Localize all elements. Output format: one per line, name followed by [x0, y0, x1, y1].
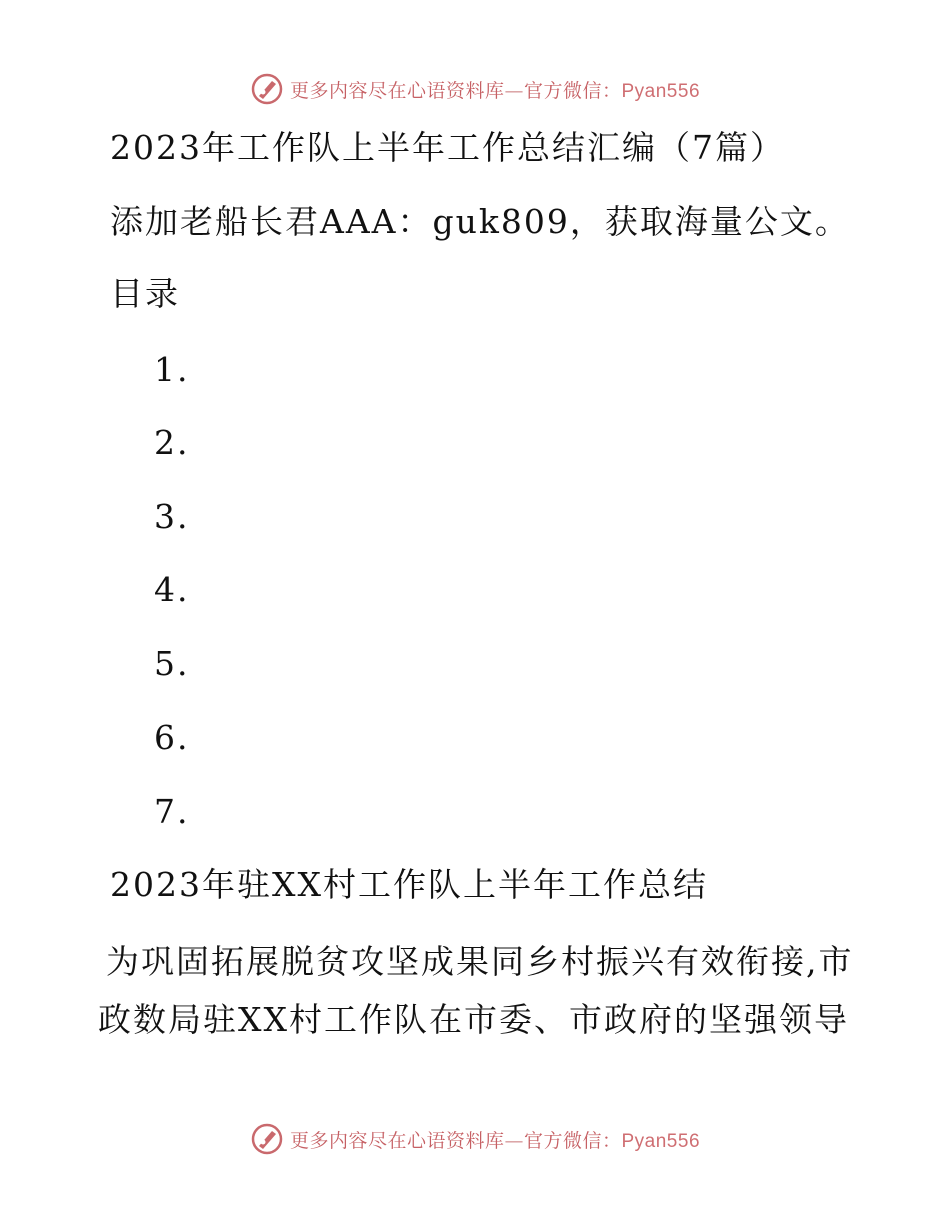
section-title: 2023年驻XX村工作队上半年工作总结 [110, 865, 708, 904]
toc-item: 6. [154, 718, 190, 757]
watermark-text [290, 1126, 700, 1153]
toc-item: 2. [154, 423, 190, 462]
document-title: 2023年工作队上半年工作总结汇编（7篇） [110, 128, 785, 167]
watermark-text [290, 76, 700, 103]
toc-item: 3. [154, 497, 190, 536]
watermark-id: Pyan556 [621, 80, 701, 102]
watermark-main: 更多内容尽在心语资料库 [289, 79, 505, 102]
watermark-id: Pyan556 [621, 1130, 701, 1152]
watermark-main: 更多内容尽在心语资料库 [289, 1129, 505, 1152]
document-subtitle: 添加老船长君AAA：guk809，获取海量公文。 [110, 202, 850, 241]
pen-logo-icon [250, 72, 284, 106]
watermark-footer [0, 1122, 950, 1156]
toc-item: 1. [154, 350, 190, 389]
watermark-label: 官方微信： [523, 1129, 622, 1152]
paragraph-line: 为巩固拓展脱贫攻坚成果同乡村振兴有效衔接,市 [106, 942, 854, 981]
watermark-header [0, 72, 950, 106]
watermark-separator: — [504, 79, 524, 102]
pen-logo-icon [250, 1122, 284, 1156]
toc-item: 7. [154, 792, 190, 831]
toc-heading: 目录 [110, 274, 180, 313]
toc-item: 4. [154, 570, 190, 609]
watermark-label: 官方微信： [523, 79, 622, 102]
toc-item: 5. [154, 644, 190, 683]
watermark-separator: — [504, 1129, 524, 1152]
paragraph-line: 政数局驻XX村工作队在市委、市政府的坚强领导 [98, 1000, 849, 1039]
